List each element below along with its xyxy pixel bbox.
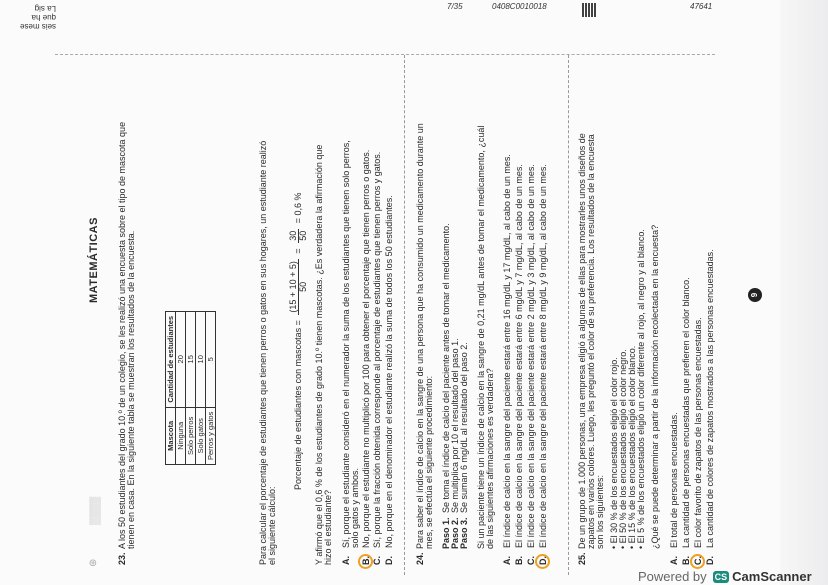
logo-icon: ⊛ — [88, 558, 99, 567]
table-cell: 10 — [196, 311, 206, 407]
q24-stem: mes, se efectúa el siguiente procedimiento: — [424, 375, 434, 549]
scan-edge-shadow — [780, 0, 828, 585]
q24-option-a[interactable]: El índice de calcio en la sangre del paciente estará entre 16 mg/dL y 17 mg/dL, al cabo de un mes. — [502, 154, 512, 548]
q23-option-b[interactable]: No, porque el estudiante no multiplicó por 100 para obtener el porcentaje que tienen perros o gatos. — [361, 149, 371, 548]
watermark-prefix: Powered by — [638, 569, 707, 584]
q23-option-c[interactable]: Sí, porque la fracción obtenida corresponde al porcentaje de estudiantes que tienen perros y gatos. — [372, 151, 382, 548]
table-row — [206, 311, 216, 464]
divider — [568, 55, 569, 575]
q25-bullet: • El 5 % de los encuestados eligió un color diferente al rojo, al negro y al blanco. — [636, 229, 646, 549]
q24-option-a-letter[interactable]: A. — [502, 556, 512, 565]
q23-option-d[interactable]: No, porque en el denominador el estudiante realizó la suma de todos los 50 estudiantes. — [384, 195, 394, 548]
subject-title: MATEMÁTICAS — [88, 217, 100, 303]
fraction — [289, 259, 308, 315]
q25-bullet: • El 15 % de los encuestados eligió el color blanco. — [627, 345, 637, 549]
q25-option-b-letter[interactable]: B. — [681, 556, 691, 565]
denominator: 50 — [298, 281, 309, 292]
q25-option-a-letter[interactable]: A. — [669, 556, 679, 565]
q24-option-c-letter[interactable]: C. — [526, 556, 536, 565]
numerator: 30 — [288, 230, 299, 241]
step-label: Paso 1. — [441, 517, 451, 549]
table-cell: 15 — [186, 311, 196, 407]
table-header: Mascota — [166, 407, 176, 464]
table-row — [186, 311, 196, 464]
table-cell: Ninguna — [176, 407, 186, 464]
table-cell: Solo gatos — [196, 407, 206, 464]
q23-formula — [288, 192, 308, 490]
q24-option-d-letter[interactable]: D. — [538, 556, 548, 565]
q25-option-c[interactable]: El color favorito de zapatos de las personas encuestadas. — [693, 317, 703, 548]
table-cell: 20 — [176, 311, 186, 407]
table-row — [196, 311, 206, 464]
formula-result: = 0,6 % — [293, 192, 303, 224]
answer-mark-circle — [690, 554, 705, 569]
step-label: Paso 2. — [450, 517, 460, 549]
q23-option-d-letter[interactable]: D. — [384, 556, 394, 565]
q23-option-a[interactable]: solo gatos y ambos. — [350, 467, 360, 548]
camscanner-logo-icon: CS — [714, 572, 728, 582]
smudge-mark: ▒▒▒▒ — [90, 496, 101, 525]
table-cell: Solo perros — [186, 407, 196, 464]
scan-code: 0408C0010018 — [492, 2, 547, 11]
table-cell: 5 — [206, 311, 216, 407]
q24-stem: Para saber el índice de calcio en la sangre de una persona que ha consumido un medicamento durante un — [415, 123, 425, 549]
q25-option-d-letter[interactable]: D. — [705, 556, 715, 565]
denominator: 50 — [298, 230, 309, 241]
q23-intro: Para calcular el porcentaje de estudiantes que tienen perros o gatos en sus hogares, un estudiante realizó — [258, 140, 268, 565]
q23-question: hizo el estudiante? — [323, 489, 333, 565]
q25-option-c-letter[interactable]: C. — [693, 556, 703, 565]
equals: = — [293, 248, 303, 254]
q23-option-c-letter[interactable]: C. — [372, 556, 382, 565]
q25-option-d[interactable]: La cantidad de colores de zapatos mostrados a las personas encuestadas. — [705, 249, 715, 548]
q25-stem: son los siguientes: — [595, 474, 605, 549]
answer-mark-circle — [358, 554, 373, 569]
page-number: 9 — [748, 288, 762, 302]
q25-option-a[interactable]: El total de personas encuestadas. — [669, 412, 679, 548]
q23-option-b-letter[interactable]: B. — [361, 556, 371, 565]
fraction — [289, 229, 308, 243]
q24-option-b[interactable]: El índice de calcio en la sangre del paciente estará entre 6 mg/dL y 7 mg/dL, al cabo de un mes. — [514, 164, 524, 548]
q24-option-d[interactable]: El índice de calcio en la sangre del paciente estará entre 8 mg/dL y 9 mg/dL, al cabo de un mes. — [538, 164, 548, 548]
step-label: Paso 3. — [459, 517, 469, 549]
step-text: Se multiplica por 10 el resultado del paso 1. — [450, 338, 460, 513]
q23-option-a-letter[interactable]: A. — [341, 556, 351, 565]
q25-bullet: • El 30 % de los encuestados eligió el color rojo. — [609, 357, 619, 549]
q24-option-c[interactable]: El índice de calcio en la sangre del paciente estará entre 2 mg/dL y 3 mg/dL, al cabo de un mes. — [526, 164, 536, 548]
q25-option-b[interactable]: La cantidad de personas encuestadas que prefieren el color blanco. — [681, 277, 691, 548]
q25-question: ¿Qué se puede determinar a partir de la información recolectada en la encuesta? — [650, 224, 660, 549]
q24-question: de las siguientes afirmaciones es verdadera? — [485, 368, 495, 549]
table-header: Cantidad de estudiantes — [166, 311, 176, 407]
q25-stem: De un grupo de 1.000 personas, una empresa eligió a algunas de ellas para mostrarles unos diseños de — [577, 133, 587, 549]
q25-number: 25. — [577, 552, 587, 565]
q23-intro: el siguiente cálculo: — [267, 486, 277, 565]
q24-option-b-letter[interactable]: B. — [514, 556, 524, 565]
q25-stem: zapatos en varios colores. Luego, les preguntó el color de su preferencia. Los resultados de la encuesta — [586, 134, 596, 549]
q25-bullet: • El 50 % de los encuestados eligió el color negro. — [618, 349, 628, 549]
table-row — [176, 311, 186, 464]
corner-note-line: que ha — [31, 13, 57, 22]
numerator: (15 + 10 + 5) — [288, 261, 299, 313]
q23-question: Y afirmó que el 0,6 % de los estudiantes de grado 10.º tienen mascotas. ¿Es verdadera la afirmación que — [314, 144, 324, 565]
q23-stem: tienen en casa. En la siguiente tabla se muestran los resultados de la encuesta. — [126, 230, 136, 549]
corner-note-line: seis mese — [20, 22, 57, 31]
scan-number: 47641 — [690, 2, 713, 11]
watermark-brand: CamScanner — [732, 569, 812, 584]
q23-stem: A los 50 estudiantes del grado 10.º de un colegio, se les realizó una encuesta sobre el tipo de mascota que — [117, 121, 127, 549]
answer-mark-circle — [535, 554, 550, 569]
q24-question: Si un paciente tiene un índice de calcio en la sangre de 0,21 mg/dL antes de tomar el medicamento, ¿cuál — [476, 125, 486, 549]
step-text: Se toma el índice de calcio del paciente antes de tomar el medicamento. — [441, 223, 451, 513]
corner-note-line: La sig — [34, 4, 57, 13]
q23-number: 23. — [117, 552, 127, 565]
margin-line — [55, 54, 715, 55]
scan-page-count: 7/35 — [447, 2, 463, 11]
divider — [404, 55, 405, 575]
q23-option-a[interactable]: Sí, porque el estudiante consideró en el numerador la suma de los estudiantes que tienen solo perros, — [341, 140, 351, 548]
formula-label: Porcentaje de estudiantes con mascotas = — [293, 320, 303, 490]
camscanner-watermark — [638, 570, 812, 585]
step-text: Se suman 6 mg/dL al resultado del paso 2. — [459, 342, 469, 513]
table-cell: Perros y gatos — [206, 407, 216, 464]
q24-number: 24. — [415, 552, 425, 565]
pets-table — [165, 311, 216, 465]
